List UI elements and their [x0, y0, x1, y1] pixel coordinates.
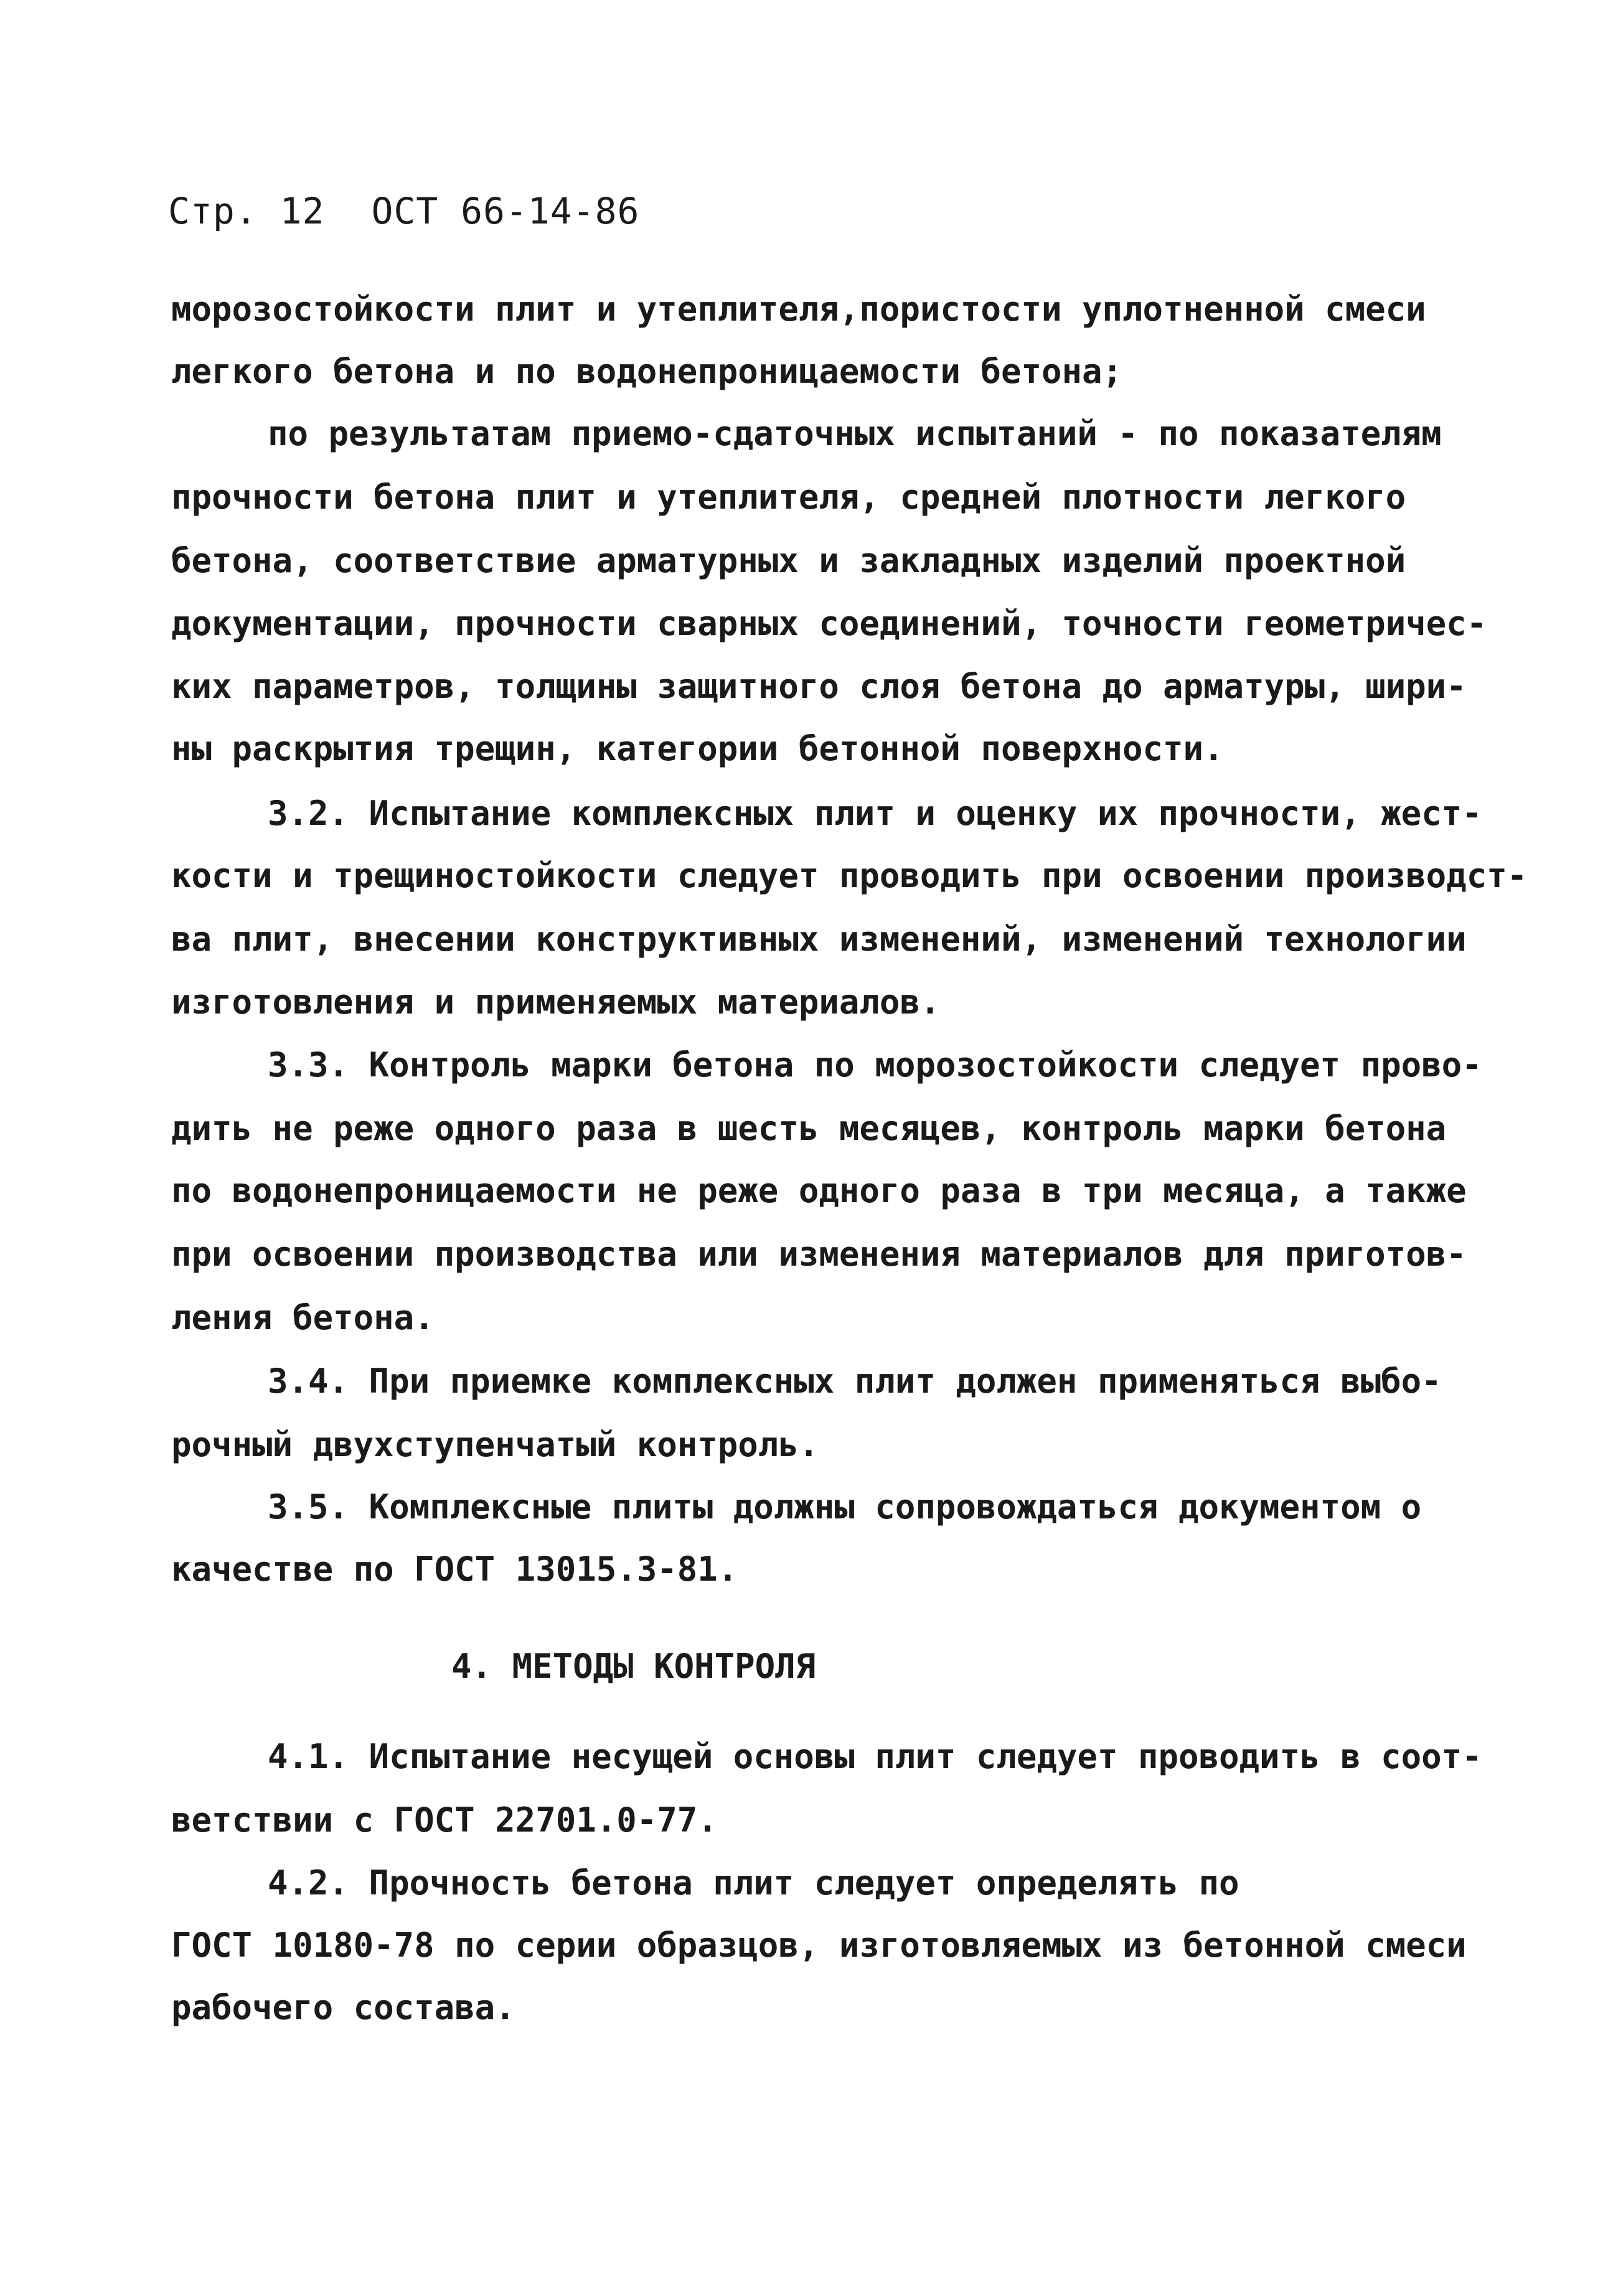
clause-3-3: 3.3. Контроль марки бетона по морозостойкости следует прово-	[268, 1045, 1482, 1084]
text-line: кости и трещиностойкости следует проводить при освоении производст-	[171, 856, 1528, 895]
text-line: качестве по ГОСТ 13015.3-81.	[171, 1550, 738, 1589]
text-line: изготовления и применяемых материалов.	[171, 982, 941, 1022]
text-line: по водонепроницаемости не реже одного раза в три месяца, а также	[171, 1171, 1467, 1210]
text-line: ГОСТ 10180-78 по серии образцов, изготовляемых из бетонной смеси	[171, 1926, 1467, 1965]
text-line: легкого бетона и по водонепроницаемости бетона;	[171, 352, 1123, 391]
standard-code: ОСТ 66-14-86	[371, 190, 640, 232]
text-line: ления бетона.	[171, 1298, 435, 1337]
text-line: рочный двухступенчатый контроль.	[171, 1425, 819, 1464]
clause-3-5: 3.5. Комплексные плиты должны сопровождаться документом о	[268, 1487, 1422, 1527]
text-line: бетона, соответствие арматурных и закладных изделий проектной	[171, 541, 1406, 580]
text-line: дить не реже одного раза в шесть месяцев, контроль марки бетона	[171, 1109, 1447, 1148]
clause-4-2: 4.2. Прочность бетона плит следует определять по	[268, 1863, 1239, 1903]
page-header	[168, 190, 639, 232]
clause-3-4: 3.4. При приемке комплексных плит должен применяться выбо-	[268, 1362, 1442, 1401]
clause-3-2: 3.2. Испытание комплексных плит и оценку их прочности, жест-	[268, 794, 1482, 833]
text-line: ветствии с ГОСТ 22701.0-77.	[171, 1800, 718, 1840]
text-line: документации, прочности сварных соединений, точности геометричес-	[171, 604, 1487, 643]
text-line: рабочего состава.	[171, 1988, 515, 2027]
text-line: ны раскрытия трещин, категории бетонной поверхности.	[171, 729, 1224, 768]
page-number: Стр. 12	[168, 190, 325, 232]
text-line: при освоении производства или изменения материалов для приготов-	[171, 1235, 1467, 1274]
text-line: ких параметров, толщины защитного слоя бетона до арматуры, шири-	[171, 667, 1467, 706]
section-heading: 4. МЕТОДЫ КОНТРОЛЯ	[451, 1647, 816, 1686]
text-line: ва плит, внесении конструктивных изменений, изменений технологии	[171, 920, 1467, 959]
text-line: по результатам приемо-сдаточных испытаний - по показателям	[268, 414, 1442, 453]
clause-4-1: 4.1. Испытание несущей основы плит следует проводить в соот-	[268, 1737, 1482, 1776]
text-line: морозостойкости плит и утеплителя,пористости уплотненной смеси	[171, 289, 1426, 329]
text-line: прочности бетона плит и утеплителя, средней плотности легкого	[171, 478, 1406, 517]
